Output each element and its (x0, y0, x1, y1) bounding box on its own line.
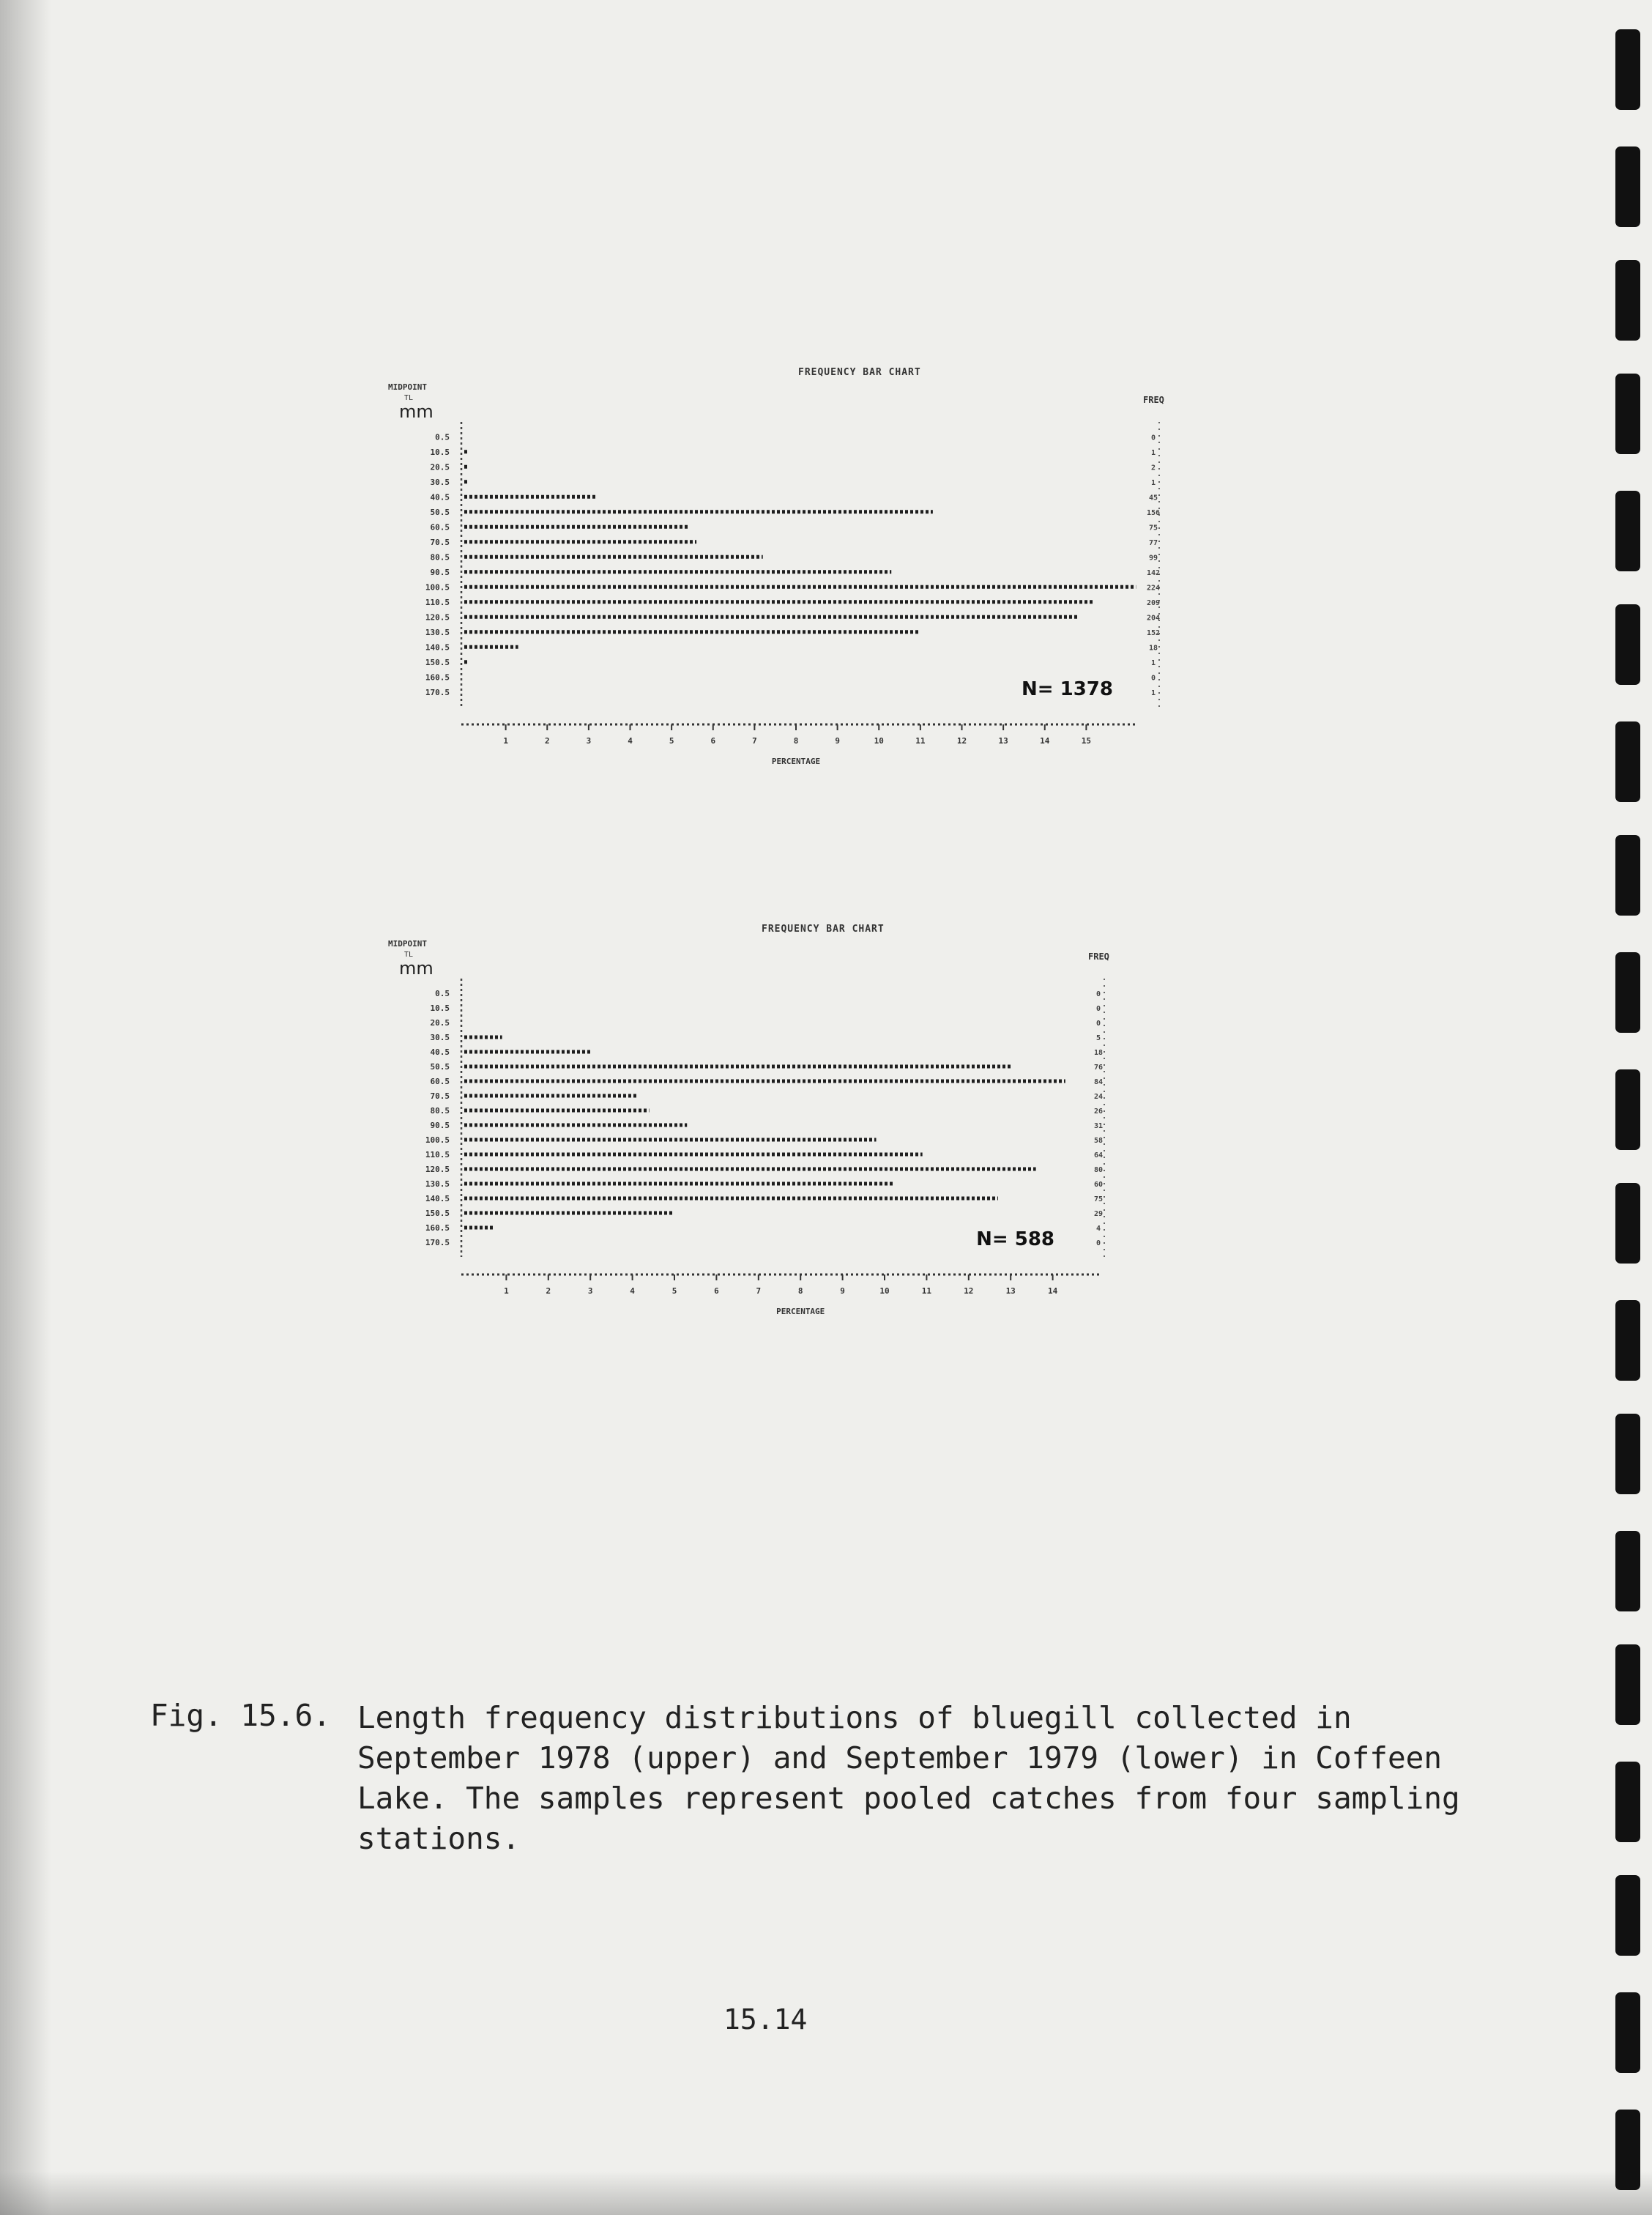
sample-size-label: N= 1378 (1022, 678, 1113, 700)
binder-hole (1615, 1414, 1640, 1494)
y-tick-label: 70.5 (430, 537, 450, 547)
binder-hole (1615, 1875, 1640, 1956)
binder-hole (1615, 491, 1640, 571)
x-tick-label: 10 (874, 736, 884, 746)
y-tick-label: 50.5 (430, 1062, 450, 1072)
chart-title: FREQUENCY BAR CHART (798, 367, 921, 378)
x-tick-label: 15 (1081, 736, 1091, 746)
sample-size-label: N= 588 (976, 1228, 1054, 1250)
frequency-header: FREQ (1143, 395, 1164, 405)
y-tick-label: 20.5 (430, 1018, 450, 1028)
frequency-label: 18 (1093, 1049, 1104, 1057)
x-tick-label: 11 (915, 736, 926, 746)
y-tick-label: 120.5 (425, 612, 450, 623)
frequency-label: 58 (1093, 1137, 1104, 1145)
frequency-label: 99 (1148, 554, 1158, 563)
lower-length-frequency-chart (366, 916, 1186, 1326)
x-tick-label: 2 (546, 1286, 551, 1296)
y-axis-label: MIDPOINT (388, 939, 427, 949)
y-tick-label: 120.5 (425, 1165, 450, 1174)
upper-length-frequency-chart (366, 359, 1216, 769)
frequency-label: 84 (1093, 1078, 1104, 1086)
binder-hole (1615, 1183, 1640, 1264)
y-tick-label: 170.5 (425, 687, 450, 697)
frequency-label: 24 (1093, 1093, 1104, 1101)
y-tick-label: 160.5 (425, 672, 450, 683)
x-tick-label: 1 (504, 1286, 509, 1296)
frequency-label: 156 (1146, 508, 1161, 517)
frequency-label: 0 (1095, 990, 1101, 998)
x-tick-label: 10 (879, 1286, 890, 1296)
binder-hole (1615, 835, 1640, 916)
frequency-label: 77 (1148, 538, 1158, 547)
frequency-label: 224 (1146, 584, 1161, 593)
y-tick-label: 130.5 (425, 627, 450, 637)
frequency-header: FREQ (1088, 951, 1109, 962)
frequency-label: 142 (1146, 568, 1161, 577)
frequency-label: 209 (1146, 598, 1161, 607)
y-tick-label: 0.5 (435, 989, 450, 998)
binder-hole (1615, 29, 1640, 110)
frequency-label: 64 (1093, 1151, 1104, 1160)
x-tick-label: 14 (1047, 1286, 1058, 1296)
x-tick-label: 8 (797, 1286, 803, 1296)
y-tick-label: 150.5 (425, 1209, 450, 1218)
chart-title: FREQUENCY BAR CHART (762, 924, 885, 935)
binder-hole (1615, 374, 1640, 454)
figure-caption: Length frequency distributions of bluegill collected in September 1978 (upper) and September 1979 (lower) in Coffeen Lake. The samples represent pooled catches from four sampling stations. (357, 1700, 1460, 1856)
binder-hole (1615, 1992, 1640, 2073)
y-tick-label: 80.5 (430, 552, 450, 563)
y-tick-label: 130.5 (425, 1179, 450, 1189)
frequency-label: 2 (1150, 464, 1156, 472)
y-tick-label: 30.5 (430, 1033, 450, 1042)
x-tick-label: 1 (503, 736, 508, 746)
frequency-label: 29 (1093, 1210, 1104, 1218)
frequency-label: 31 (1093, 1122, 1104, 1130)
y-tick-label: 90.5 (430, 1121, 450, 1130)
y-tick-label: 10.5 (430, 447, 450, 457)
x-tick-label: 13 (998, 736, 1008, 746)
frequency-label: 204 (1146, 614, 1161, 623)
y-tick-label: 110.5 (425, 597, 450, 607)
y-tick-label: 140.5 (425, 642, 450, 653)
page-bottom-shadow (0, 2171, 1652, 2215)
y-tick-label: 150.5 (425, 657, 450, 667)
y-axis-sublabel: TL (404, 394, 414, 402)
frequency-label: 4 (1095, 1225, 1101, 1233)
x-tick-label: 6 (714, 1286, 719, 1296)
y-tick-label: 10.5 (430, 1003, 450, 1013)
y-tick-label: 140.5 (425, 1194, 450, 1203)
x-tick-label: 2 (544, 736, 550, 746)
frequency-label: 75 (1148, 524, 1158, 533)
frequency-label: 75 (1093, 1195, 1104, 1203)
y-tick-label: 70.5 (430, 1091, 450, 1101)
y-axis-unit: mm (399, 401, 434, 422)
frequency-label: 1 (1150, 448, 1156, 457)
binder-hole (1615, 1531, 1640, 1611)
y-tick-label: 20.5 (430, 462, 450, 472)
y-axis-sublabel: TL (404, 951, 414, 959)
binder-hole (1615, 1644, 1640, 1725)
binder-hole (1615, 146, 1640, 227)
frequency-label: 76 (1093, 1064, 1104, 1072)
frequency-label: 80 (1093, 1166, 1104, 1174)
y-tick-label: 40.5 (430, 1047, 450, 1057)
binder-hole (1615, 952, 1640, 1033)
frequency-label: 0 (1095, 1005, 1101, 1013)
y-tick-label: 110.5 (425, 1150, 450, 1160)
binder-hole (1615, 1069, 1640, 1150)
y-tick-label: 0.5 (435, 432, 450, 442)
x-tick-label: 9 (840, 1286, 845, 1296)
frequency-label: 1 (1150, 658, 1156, 667)
x-tick-label: 4 (630, 1286, 635, 1296)
x-tick-label: 11 (921, 1286, 932, 1296)
binder-hole (1615, 260, 1640, 341)
x-tick-label: 3 (587, 1286, 593, 1296)
figure-label: Fig. 15.6. (150, 1698, 331, 1733)
y-tick-label: 60.5 (430, 1077, 450, 1086)
frequency-label: 0 (1095, 1239, 1101, 1247)
x-tick-label: 8 (793, 736, 799, 746)
frequency-label: 18 (1148, 644, 1158, 653)
page-edge-shadow (0, 0, 51, 2215)
binder-punch-strip (1564, 0, 1652, 2215)
x-tick-label: 12 (956, 736, 967, 746)
y-tick-label: 40.5 (430, 492, 450, 502)
binder-hole (1615, 721, 1640, 802)
frequency-label: 152 (1146, 628, 1161, 637)
frequency-label: 1 (1150, 689, 1156, 697)
x-tick-label: 3 (586, 736, 592, 746)
x-tick-label: 4 (628, 736, 633, 746)
frequency-label: 0 (1150, 674, 1156, 683)
binder-hole (1615, 2110, 1640, 2190)
page-number: 15.14 (723, 2003, 808, 2036)
frequency-label: 26 (1093, 1108, 1104, 1116)
binder-hole (1615, 1762, 1640, 1842)
x-tick-label: 5 (669, 736, 674, 746)
y-tick-label: 90.5 (430, 567, 450, 577)
frequency-label: 0 (1150, 434, 1156, 442)
x-tick-label: 14 (1040, 736, 1050, 746)
y-tick-label: 170.5 (425, 1238, 450, 1247)
y-axis-label: MIDPOINT (388, 382, 427, 392)
y-tick-label: 100.5 (425, 582, 450, 593)
x-tick-label: 7 (756, 1286, 762, 1296)
x-tick-label: 6 (710, 736, 716, 746)
binder-hole (1615, 604, 1640, 685)
y-axis-unit: mm (399, 958, 434, 979)
x-axis-label: PERCENTAGE (771, 757, 821, 766)
x-axis-label: PERCENTAGE (776, 1307, 825, 1316)
y-tick-label: 160.5 (425, 1223, 450, 1233)
frequency-label: 0 (1095, 1020, 1101, 1028)
x-tick-label: 7 (752, 736, 757, 746)
frequency-label: 1 (1150, 478, 1156, 487)
frequency-label: 5 (1095, 1034, 1101, 1042)
x-tick-label: 5 (671, 1286, 677, 1296)
x-tick-label: 9 (835, 736, 840, 746)
frequency-label: 60 (1093, 1181, 1104, 1189)
binder-hole (1615, 1300, 1640, 1381)
y-tick-label: 50.5 (430, 507, 450, 517)
y-tick-label: 100.5 (425, 1135, 450, 1145)
frequency-label: 45 (1148, 494, 1158, 502)
x-tick-label: 12 (964, 1286, 974, 1296)
y-tick-label: 60.5 (430, 522, 450, 533)
x-tick-label: 13 (1005, 1286, 1016, 1296)
y-tick-label: 30.5 (430, 477, 450, 487)
y-tick-label: 80.5 (430, 1106, 450, 1116)
